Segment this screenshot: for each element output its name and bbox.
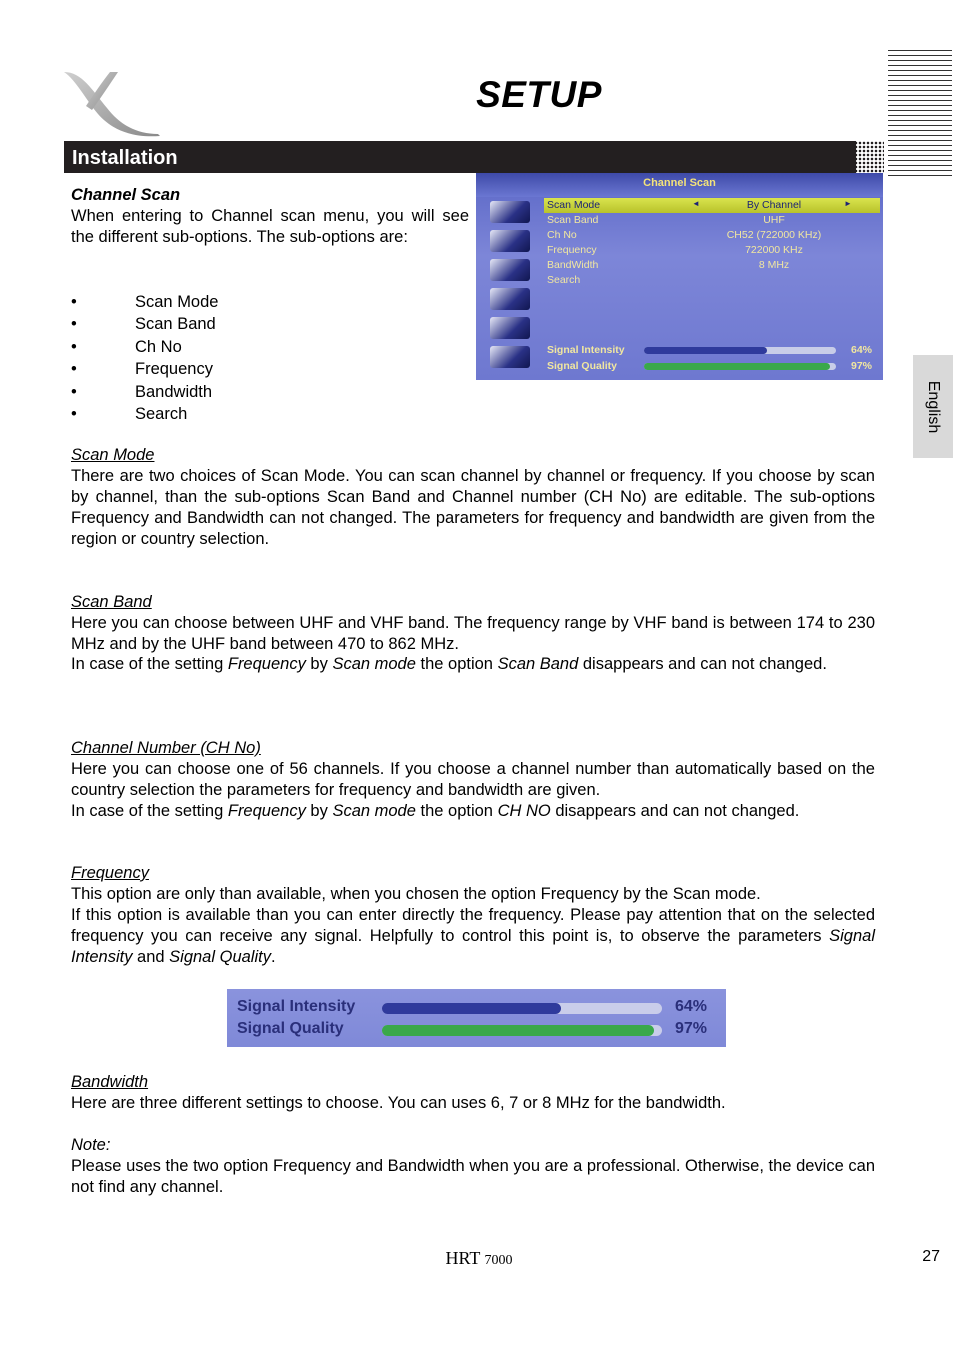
text-run-italic: Scan Band [497,655,579,673]
text-run: In case of the setting [71,802,228,820]
text-run-italic: Signal Intensity [71,927,875,966]
text-run-italic: Frequency [227,655,306,673]
language-tab [913,355,953,458]
signal-strip-screenshot [227,989,726,1047]
arrow-right-icon: ► [844,199,852,208]
tools-icon [490,230,530,252]
signal-quality-row [237,1019,717,1041]
satellite-dish-icon [490,201,530,223]
sub-options-list [71,291,371,425]
text-run: by [305,655,333,673]
scan-mode-heading: Scan Mode [71,446,155,464]
signal-intensity-fill [644,347,767,354]
tv-row-bandwidth [544,258,880,273]
frequency-note [71,905,875,968]
tv-row-scan-mode [544,198,880,213]
text-run: disappears and can not changed. [550,802,800,820]
signal-track [644,347,836,354]
text-run: the option [415,802,498,820]
list-item: • Frequency [71,358,371,380]
tv-row-search [544,273,880,288]
signal-value: 64% [674,998,707,1015]
signal-track [644,363,836,370]
channel-number-body: Here you can choose one of 56 channels. If you choose a channel number than automatically based on the country selection the parameters for frequency and bandwidth are given. [71,760,875,799]
tv-row-label: Frequency [547,244,597,256]
page-title: SETUP [476,74,602,115]
section-header-dots [842,141,884,173]
tv-signal-quality [544,359,880,374]
list-item: • Bandwidth [71,381,371,403]
text-run: In case of the setting [71,655,228,673]
section-header: Installation [64,141,856,173]
tv-row-value: 8 MHz [758,259,790,271]
page-number: 27 [922,1248,940,1265]
scan-mode-body: There are two choices of Scan Mode. You can scan channel by channel or frequency. If you choose by scan by channel, than the sub-options Scan Band and Channel number (CH No) are editable. The sub-options Frequency and Bandwidth can not changed. The parameters for frequency and bandwidth are given from the region or country selection. [71,467,875,548]
gear-icon [490,259,530,281]
text-run: disappears and can not changed. [578,655,827,673]
text-run: the option [415,655,498,673]
text-run-italic: Scan mode [332,655,416,673]
list-item: • Scan Mode [71,291,371,313]
tv-row-frequency [544,243,880,258]
bandwidth-heading: Bandwidth [71,1073,149,1091]
signal-value: 64% [850,344,872,356]
signal-quality-fill [644,363,830,370]
footer-model [0,1248,954,1269]
signal-label: Signal Quality [237,1020,344,1037]
text-run-italic: Scan mode [332,802,416,820]
language-tab-label: English [925,380,942,433]
clapperboard-icon [490,346,530,368]
frequency-body: This option are only than available, when you chosen the option Frequency by the Scan mode. [71,885,761,903]
tv-row-label: BandWidth [547,259,599,271]
channel-scan-intro: When entering to Channel scan menu, you will see the different sub-options. The sub-options are: [71,207,469,246]
tv-row-ch-no [544,228,880,243]
text-run-italic: Signal Quality [169,948,271,966]
channel-scan-heading: Channel Scan [71,186,181,204]
scan-band-body: Here you can choose between UHF and VHF band. The frequency range by VHF band is between 174 to 230 MHz and by the UHF band between 470 to 862 MHz. [71,614,875,653]
tv-row-value: UHF [763,214,785,226]
list-item: • Search [71,403,371,425]
text-run: by [305,802,333,820]
note-heading: Note: [71,1136,111,1154]
channel-number-note [71,801,875,822]
channel-scan-screenshot [476,173,883,380]
signal-label: Signal Intensity [547,344,625,356]
text-run-italic: CH NO [497,802,551,820]
channel-number-heading: Channel Number (CH No) [71,739,261,757]
tv-row-label: Search [547,274,581,286]
antenna-icon [490,317,530,339]
signal-label: Signal Quality [547,360,618,372]
signal-label: Signal Intensity [237,998,356,1015]
text-run: and [132,948,170,966]
tv-row-label: Ch No [547,229,577,241]
signal-value: 97% [850,360,872,372]
signal-intensity-row [237,997,717,1019]
model-number: 7000 [484,1253,513,1268]
tv-row-label: Scan Band [547,214,599,226]
signal-value: 97% [674,1020,707,1037]
signal-quality-fill [382,1025,654,1036]
list-item: • Scan Band [71,313,371,335]
tv-row-value: By Channel [746,199,802,211]
signal-track [382,1025,662,1036]
text-run: . [270,948,276,966]
signal-intensity-fill [382,1003,561,1014]
bandwidth-body: Here are three different settings to choose. You can uses 6, 7 or 8 MHz for the bandwidth. [71,1094,726,1112]
frequency-heading: Frequency [71,864,149,882]
signal-track [382,1003,662,1014]
tv-row-value: 722000 KHz [745,244,803,256]
text-run-italic: Frequency [227,802,306,820]
text-run: If this option is available than you can enter directly the frequency. Please pay attention that on the selected frequency you can receive any signal. Helpfully to control this point is, to observe the parameters [71,906,875,945]
note-body: Please uses the two option Frequency and Bandwidth when you are a professional. Otherwise, the device can not find any channel. [71,1157,875,1196]
tv-row-scan-band [544,213,880,228]
boxes-icon [490,288,530,310]
model-name: HRT [445,1248,481,1268]
decorative-stripes [888,50,952,178]
scan-band-note [71,654,875,675]
tv-icon-column [482,201,538,377]
tv-menu-title: Channel Scan [643,177,716,189]
tv-row-label: Scan Mode [547,199,601,211]
tv-row-value: CH52 (722000 KHz) [726,229,822,241]
list-item: • Ch No [71,336,371,358]
tv-signal-intensity [544,343,880,358]
scan-band-heading: Scan Band [71,593,152,611]
arrow-left-icon: ◄ [692,199,700,208]
